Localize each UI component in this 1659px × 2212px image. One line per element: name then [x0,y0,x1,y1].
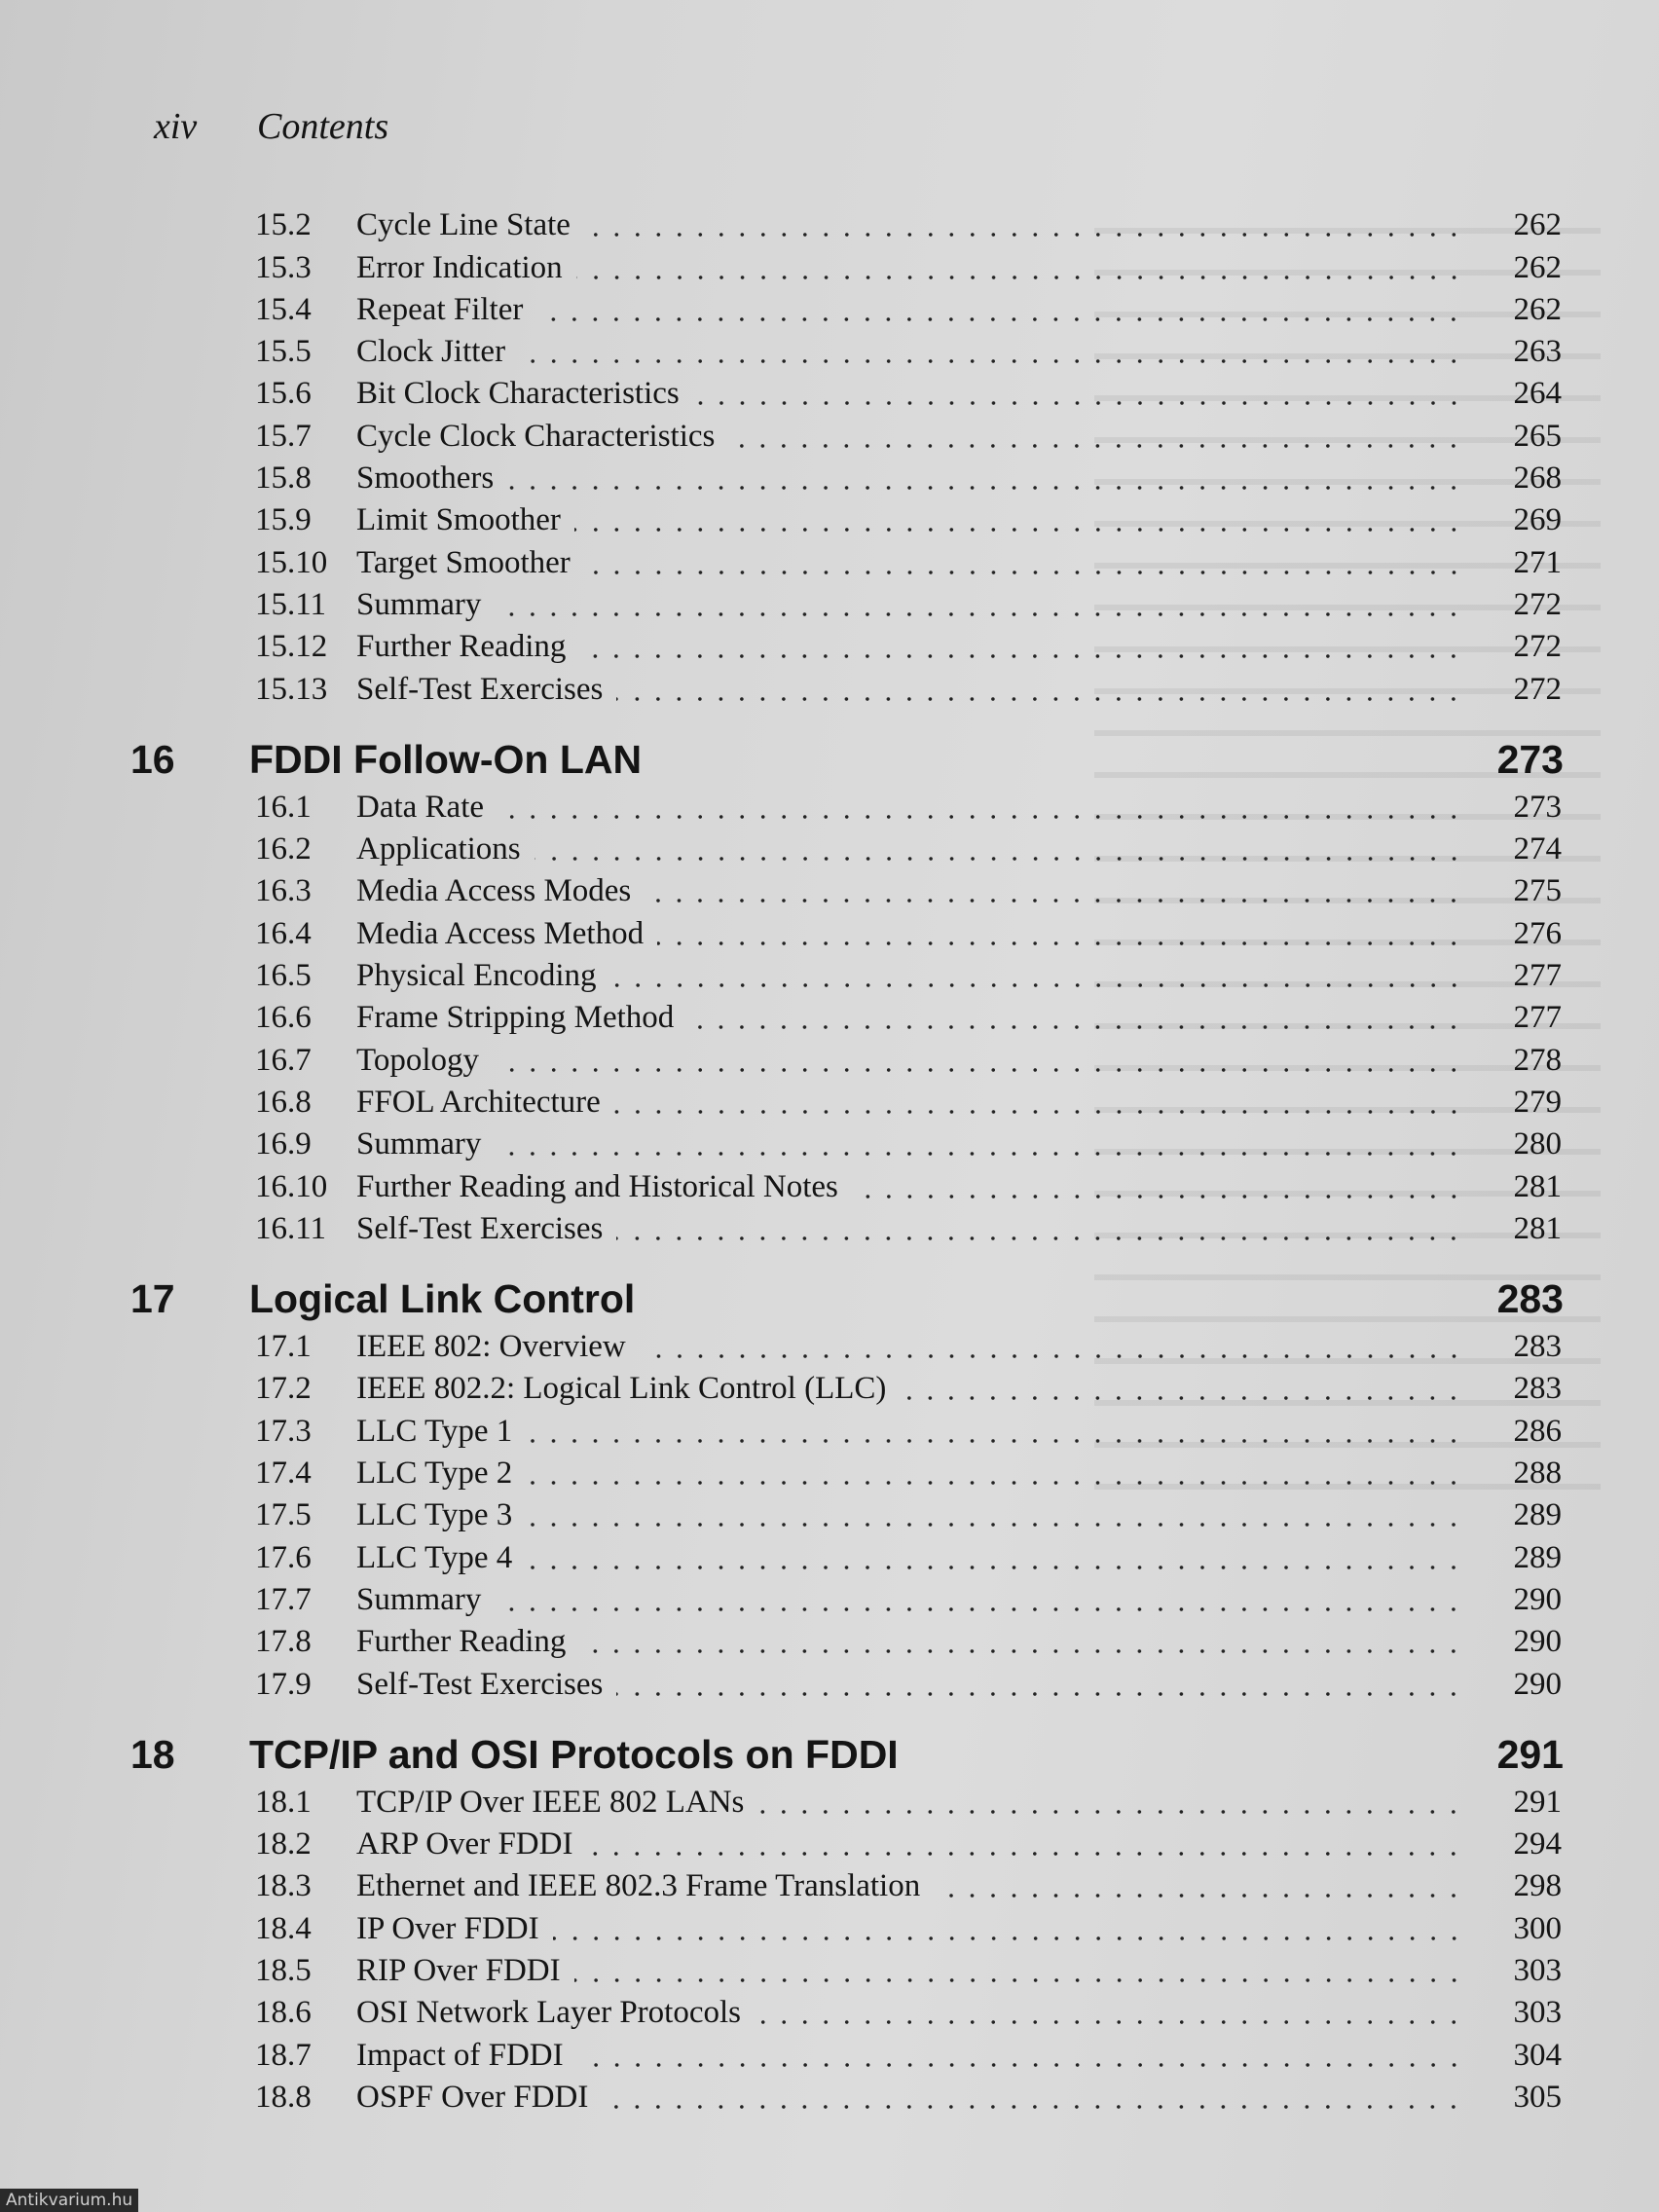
toc-entry [0,1082,1659,1124]
dot-leader [577,2063,1464,2067]
section-title-wrap [347,998,683,1037]
watermark: Antikvarium.hu [0,2189,138,2212]
toc-entry [0,331,1659,373]
dot-leader [852,1195,1464,1198]
section-number: 15.8 [255,461,312,497]
section-page: 281 [1513,1168,1562,1204]
section-number: 16.5 [255,958,312,994]
section-title-wrap [347,956,607,995]
dot-leader [602,2105,1464,2109]
section-number: 15.4 [255,291,312,327]
toc-entry [0,1410,1659,1452]
dot-leader [526,1439,1464,1443]
section-page: 264 [1513,376,1562,412]
section-title-wrap [347,1580,491,1619]
dot-leader [526,1566,1464,1569]
section-page: 262 [1513,207,1562,243]
section-number: 16.2 [255,831,312,867]
section-title: Self-Test Exercises [356,671,604,707]
section-page: 272 [1513,629,1562,665]
toc-entry [0,1453,1659,1494]
section-number: 17.5 [255,1497,312,1533]
section-number: 16.11 [255,1210,327,1246]
toc-entry [0,1907,1659,1949]
dot-leader [579,1649,1464,1653]
chapter-page: 291 [1496,1731,1564,1777]
section-page: 283 [1513,1329,1562,1365]
dot-leader [536,317,1464,321]
section-title-wrap [347,788,494,827]
dot-leader [645,899,1464,903]
section-number: 18.3 [255,1868,312,1904]
dot-leader [616,697,1464,701]
section-page: 262 [1513,249,1562,285]
toc-entry [0,1782,1659,1824]
toc-entry [0,955,1659,997]
dot-leader [755,2020,1464,2024]
section-number: 15.10 [255,544,328,580]
section-number: 17.1 [255,1329,312,1365]
section-page: 268 [1513,461,1562,497]
section-title: LLC Type 2 [356,1456,513,1492]
section-page: 273 [1513,789,1562,825]
section-page: 274 [1513,831,1562,867]
section-number: 17.3 [255,1413,312,1449]
toc-entry [0,668,1659,710]
running-head [154,105,388,148]
dot-leader [493,1068,1464,1072]
section-title-wrap [347,1538,522,1577]
section-title: Clock Jitter [356,334,506,370]
section-title-wrap [347,2036,573,2075]
dot-leader [693,401,1464,405]
section-page: 303 [1513,1995,1562,2031]
section-title: LLC Type 4 [356,1539,513,1575]
section-title-wrap [347,1993,751,2032]
toc-entry [0,1621,1659,1663]
section-page: 280 [1513,1126,1562,1162]
chapter-heading [0,1272,1659,1326]
dot-leader [640,1354,1464,1358]
section-title: Self-Test Exercises [356,1210,604,1246]
section-number: 16.3 [255,873,312,909]
section-number: 15.5 [255,334,312,370]
section-number: 17.2 [255,1371,312,1407]
chapter-number: 18 [130,1731,175,1777]
section-title: RIP Over FDDI [356,1952,561,1988]
section-page: 294 [1513,1826,1562,1862]
section-number: 16.7 [255,1042,312,1078]
section-page: 286 [1513,1413,1562,1449]
toc-entry [0,626,1659,668]
section-title-wrap [347,248,572,287]
section-page: 288 [1513,1456,1562,1492]
section-page: 291 [1513,1784,1562,1820]
section-title: Further Reading [356,629,567,665]
section-title-wrap [347,1041,489,1080]
dot-leader [526,1523,1464,1527]
dot-leader [584,571,1464,574]
section-number: 15.12 [255,629,328,665]
toc-entry [0,1165,1659,1207]
dot-leader [616,1236,1464,1240]
section-title: Topology [356,1042,480,1078]
dot-leader [900,1396,1464,1400]
section-number: 17.7 [255,1581,312,1617]
section-title-wrap [347,1825,582,1863]
section-number: 17.8 [255,1624,312,1660]
chapter-number: 17 [130,1275,175,1321]
section-title: Bit Clock Characteristics [356,376,680,412]
dot-leader [574,1978,1464,1982]
section-page: 289 [1513,1539,1562,1575]
chapter-title: Logical Link Control [249,1275,636,1321]
toc-entry [0,499,1659,541]
dot-leader [657,941,1464,945]
chapter-heading [0,1727,1659,1782]
section-number: 17.4 [255,1456,312,1492]
section-number: 18.1 [255,1784,312,1820]
section-title-wrap [347,2078,598,2117]
toc-entry [0,415,1659,457]
toc-entry [0,1124,1659,1165]
section-page: 283 [1513,1371,1562,1407]
dot-leader [507,486,1464,490]
section-page: 303 [1513,1952,1562,1988]
section-page: 262 [1513,291,1562,327]
section-page: 271 [1513,544,1562,580]
section-title: Smoothers [356,461,495,497]
section-title-wrap [347,1866,930,1905]
section-title-wrap [347,1369,896,1408]
section-number: 15.2 [255,207,312,243]
section-title: Error Indication [356,249,563,285]
section-title-wrap [347,871,641,910]
dot-leader [495,1152,1464,1156]
toc-entry [0,2034,1659,2076]
toc-entry [0,584,1659,626]
section-title-wrap [347,830,531,868]
section-title-wrap [347,1909,549,1948]
section-page: 269 [1513,502,1562,538]
toc-entry [0,1208,1659,1250]
section-title: Limit Smoother [356,502,561,538]
toc-entry [0,458,1659,499]
section-title: OSI Network Layer Protocols [356,1995,742,2031]
section-title-wrap [347,1083,610,1122]
section-number: 16.9 [255,1126,312,1162]
section-page: 265 [1513,418,1562,454]
section-title: ARP Over FDDI [356,1826,573,1862]
table-of-contents [0,204,1659,2119]
toc-entry [0,1368,1659,1410]
section-title: Impact of FDDI [356,2037,564,2073]
section-number: 16.10 [255,1168,328,1204]
section-page: 300 [1513,1910,1562,1946]
section-title-wrap [347,1454,522,1493]
section-page: 289 [1513,1497,1562,1533]
dot-leader [576,276,1464,279]
section-page: 277 [1513,958,1562,994]
section-title: Further Reading and Historical Notes [356,1168,838,1204]
toc-entry [0,1494,1659,1536]
section-title: Data Rate [356,789,485,825]
section-title: FFOL Architecture [356,1084,601,1120]
section-title-wrap [347,1209,612,1248]
section-title: Summary [356,586,482,622]
section-title: IP Over FDDI [356,1910,539,1946]
section-title: IEEE 802.2: Logical Link Control (LLC) [356,1371,887,1407]
toc-entry [0,1663,1659,1705]
dot-leader [757,1810,1464,1814]
section-number: 17.6 [255,1539,312,1575]
dot-leader [687,1025,1464,1029]
section-number: 18.5 [255,1952,312,1988]
section-title-wrap [347,1327,636,1366]
dot-leader [610,983,1464,987]
section-title: Repeat Filter [356,291,524,327]
section-title: Applications [356,831,521,867]
section-title: Cycle Clock Characteristics [356,418,716,454]
section-number: 18.4 [255,1910,312,1946]
dot-leader [728,444,1464,448]
toc-entry [0,1950,1659,1992]
toc-entry [0,870,1659,912]
dot-leader [616,1692,1464,1696]
dot-leader [498,815,1464,819]
section-page: 305 [1513,2079,1562,2115]
section-title: TCP/IP Over IEEE 802 LANs [356,1784,745,1820]
section-title-wrap [347,1951,571,1990]
dot-leader [584,233,1464,237]
dot-leader [553,1936,1464,1940]
section-title-wrap [347,1167,848,1206]
dot-leader [526,1481,1464,1485]
section-title-wrap [347,1124,491,1163]
section-number: 15.3 [255,249,312,285]
section-title: Summary [356,1581,482,1617]
section-page: 304 [1513,2037,1562,2073]
section-title-wrap [347,417,724,456]
section-title: OSPF Over FDDI [356,2079,589,2115]
section-title-wrap [347,332,515,371]
toc-entry [0,1536,1659,1578]
section-number: 16.4 [255,915,312,951]
section-title: Cycle Line State [356,207,571,243]
toc-entry [0,1865,1659,1907]
section-title: Ethernet and IEEE 802.3 Frame Translation [356,1868,921,1904]
toc-entry [0,246,1659,288]
toc-entry [0,2077,1659,2119]
section-number: 18.8 [255,2079,312,2115]
toc-entry [0,1326,1659,1368]
toc-entry [0,1579,1659,1621]
section-title-wrap [347,374,689,413]
section-title-wrap [347,585,491,624]
section-title-wrap [347,914,653,953]
section-title-wrap [347,1622,575,1661]
section-number: 15.13 [255,671,328,707]
section-page: 275 [1513,873,1562,909]
section-title-wrap [347,459,503,498]
section-page: 279 [1513,1084,1562,1120]
section-page: 272 [1513,586,1562,622]
section-number: 16.6 [255,1000,312,1036]
toc-entry [0,289,1659,331]
section-title: Physical Encoding [356,958,597,994]
section-title: LLC Type 3 [356,1497,513,1533]
section-number: 18.2 [255,1826,312,1862]
section-page: 272 [1513,671,1562,707]
section-number: 15.7 [255,418,312,454]
toc-entry [0,912,1659,954]
section-number: 15.9 [255,502,312,538]
section-page: 277 [1513,1000,1562,1036]
page-number: xiv [154,106,198,147]
section-title-wrap [347,290,533,329]
section-page: 298 [1513,1868,1562,1904]
chapter-title: TCP/IP and OSI Protocols on FDDI [249,1731,899,1777]
dot-leader [934,1894,1464,1898]
section-title: Frame Stripping Method [356,1000,675,1036]
section-page: 278 [1513,1042,1562,1078]
section-title: Further Reading [356,1624,567,1660]
section-page: 276 [1513,915,1562,951]
toc-entry [0,204,1659,246]
chapter-heading [0,732,1659,787]
dot-leader [495,612,1464,616]
toc-entry [0,1992,1659,2034]
dot-leader [586,1852,1464,1856]
section-number: 15.6 [255,376,312,412]
section-title-wrap [347,1495,522,1534]
chapter-title: FDDI Follow-On LAN [249,736,643,782]
section-page: 281 [1513,1210,1562,1246]
section-title-wrap [347,670,612,709]
toc-entry [0,997,1659,1039]
section-title-wrap [347,1665,612,1704]
section-page: 290 [1513,1666,1562,1702]
section-title: Media Access Modes [356,873,632,909]
section-title-wrap [347,1783,754,1822]
chapter-page: 273 [1496,736,1564,782]
dot-leader [495,1607,1464,1611]
section-title-wrap [347,627,575,666]
section-number: 18.7 [255,2037,312,2073]
chapter-number: 16 [130,736,175,782]
toc-entry [0,1824,1659,1865]
section-title: IEEE 802: Overview [356,1329,626,1365]
section-number: 16.1 [255,789,312,825]
section-number: 15.11 [255,586,327,622]
section-number: 16.8 [255,1084,312,1120]
page-title: Contents [257,106,389,147]
section-title-wrap [347,1412,522,1451]
toc-entry [0,541,1659,583]
section-number: 17.9 [255,1666,312,1702]
section-title: LLC Type 1 [356,1413,513,1449]
section-title-wrap [347,543,580,582]
dot-leader [574,528,1464,532]
toc-entry [0,373,1659,415]
section-title: Target Smoother [356,544,571,580]
section-title-wrap [347,500,571,539]
chapter-page: 283 [1496,1275,1564,1321]
toc-entry [0,787,1659,829]
section-title: Self-Test Exercises [356,1666,604,1702]
dot-leader [579,654,1464,658]
toc-entry [0,1039,1659,1081]
dot-leader [614,1110,1464,1114]
dot-leader [519,359,1464,363]
section-title: Summary [356,1126,482,1162]
dot-leader [535,857,1464,861]
section-page: 290 [1513,1581,1562,1617]
section-page: 263 [1513,334,1562,370]
section-title-wrap [347,205,580,244]
section-title: Media Access Method [356,915,645,951]
section-page: 290 [1513,1624,1562,1660]
toc-entry [0,829,1659,870]
section-number: 18.6 [255,1995,312,2031]
